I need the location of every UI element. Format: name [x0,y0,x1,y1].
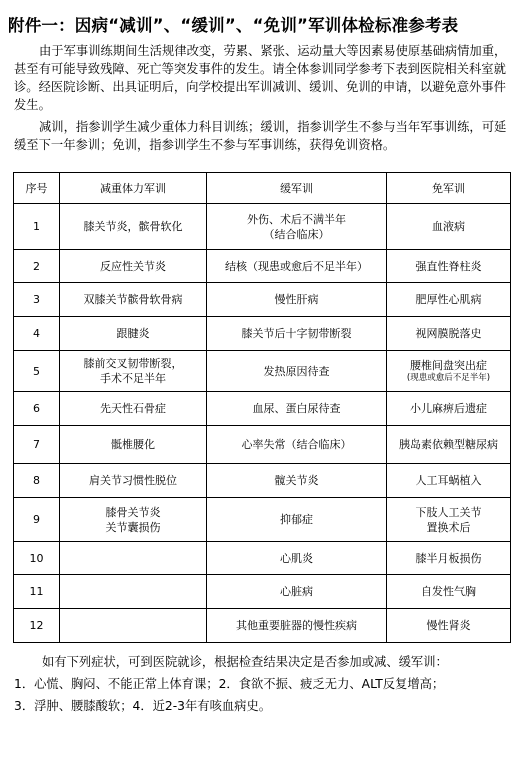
cell-exempt-training-text: 强直性脊柱炎 [415,259,482,273]
cell-exempt-training-text: 小儿麻痹后遗症 [410,402,487,415]
table-row [14,317,511,351]
footer-symptoms-line-1: 1．心慌、胸闷、不能正常上体育课；2．食欲不振、疲乏无力、ALT反复增高； [14,677,445,691]
cell-exempt-training [387,392,511,426]
table-row [14,498,511,542]
cell-exempt-training [387,283,511,317]
table-row [14,426,511,464]
cell-defer-training-text: 心肌炎 [280,551,313,565]
cell-reduce-training [60,351,207,392]
definitions-paragraph [14,118,510,154]
cell-exempt-training-text: 肥厚性心肌病 [415,293,482,306]
row-number: 8 [14,464,60,498]
cell-exempt-training-text: 置换术后 [426,520,471,534]
cell-reduce-training [60,426,207,464]
cell-reduce-training-text: 手术不足半年 [100,372,166,385]
document-title: 附件一：因病“减训”、“缓训”、“免训”军训体检标准参考表 [8,16,459,35]
cell-exempt-training [387,575,511,609]
cell-defer-training-text: 慢性肝病 [274,293,319,306]
cell-reduce-training-text: 关节囊损伤 [105,520,161,534]
row-number: 11 [14,575,60,609]
table-row [14,609,511,643]
cell-exempt-training-text: 人工耳蜗植入 [415,474,482,487]
cell-exempt-training-text: 胰岛素依赖型糖尿病 [399,438,498,451]
row-number: 4 [14,317,60,351]
row-number: 9 [14,498,60,542]
cell-defer-training [207,392,387,426]
cell-defer-training [207,426,387,464]
header-exempt-training: 免军训 [387,173,511,204]
cell-exempt-training-text: 慢性肾炎 [426,619,471,632]
cell-defer-training [207,317,387,351]
cell-exempt-training [387,250,511,283]
cell-exempt-training [387,609,511,643]
cell-defer-training [207,204,387,250]
intro-paragraph [14,42,510,114]
cell-exempt-training [387,426,511,464]
row-number: 5 [14,351,60,392]
header-reduce-training: 减重体力军训 [60,173,207,204]
cell-defer-training [207,609,387,643]
table-row [14,351,511,392]
cell-exempt-training [387,498,511,542]
cell-defer-training [207,283,387,317]
row-number: 2 [14,250,60,283]
cell-reduce-training [60,283,207,317]
row-number: 3 [14,283,60,317]
row-number: 1 [14,204,60,250]
cell-reduce-training [60,392,207,426]
table-row [14,575,511,609]
cell-exempt-training-text: 血液病 [432,220,465,233]
cell-exempt-training-text: 腰椎间盘突出症 [410,359,487,372]
table-row [14,464,511,498]
cell-exempt-training-text: 膝半月板损伤 [415,551,482,565]
cell-defer-training-text: 结核（现患或愈后不足半年） [225,259,368,273]
cell-reduce-training-text: 膝前交叉韧带断裂， [83,357,183,370]
cell-reduce-training [60,609,207,643]
cell-reduce-training [60,317,207,351]
cell-defer-training [207,498,387,542]
row-number: 6 [14,392,60,426]
cell-defer-training-text: 外伤、术后不满半年 [247,212,346,226]
cell-reduce-training-text: 膝骨关节炎 [105,505,161,519]
cell-reduce-training [60,204,207,250]
intro-text: 由于军事训练期间生活规律改变，劳累、紧张、运动量大等因素易使原基础病情加重，甚至有可能导致残障、死亡等突发事件的发生。请全体参训同学参考下表到医院相关科室就诊。经医院诊断、出具证明后，向学校提出军训减训、缓训、免训的申请，以避免意外事件发生。 [14,44,507,112]
cell-reduce-training-text: 反应性关节炎 [100,259,166,273]
cell-reduce-training-text: 跟腱炎 [116,327,150,340]
cell-defer-training [207,575,387,609]
cell-defer-training [207,542,387,575]
standards-table [13,172,511,643]
cell-defer-training-text: 发热原因待查 [263,364,330,378]
cell-reduce-training-text: 先天性石骨症 [100,402,166,415]
cell-defer-training [207,250,387,283]
cell-exempt-training [387,464,511,498]
table-row [14,250,511,283]
cell-defer-training [207,351,387,392]
table-row [14,542,511,575]
cell-reduce-training-text: 膝关节炎，髌骨软化 [83,220,183,233]
cell-reduce-training [60,464,207,498]
cell-defer-training-text: 髋关节炎 [274,474,319,487]
row-number: 12 [14,609,60,643]
table-header-row [14,173,511,204]
definitions-text: 减训，指参训学生减少重体力科目训练；缓训，指参训学生不参与当年军事训练，可延缓至下一年参训；免训，指参训学生不参与军事训练，获得免训资格。 [14,120,507,152]
footer-lead: 如有下列症状，可到医院就诊，根据检查结果决定是否参加或减、缓军训： [42,655,448,669]
cell-defer-training-text: 心脏病 [280,585,313,598]
cell-defer-training-text: 其他重要脏器的慢性疾病 [236,619,357,632]
cell-reduce-training [60,250,207,283]
cell-reduce-training-text: 双膝关节髌骨软骨病 [83,293,183,306]
table-row [14,392,511,426]
table-row [14,283,511,317]
cell-exempt-training [387,204,511,250]
cell-reduce-training-text: 骶椎腰化 [111,438,155,451]
cell-exempt-training [387,317,511,351]
table-row [14,204,511,250]
cell-reduce-training [60,542,207,575]
cell-defer-training-text: 抑郁症 [280,513,313,526]
cell-exempt-training [387,351,511,392]
cell-defer-training [207,464,387,498]
cell-exempt-training-text: 自发性气胸 [421,585,476,598]
cell-defer-training-text: 心率失常（结合临床） [241,438,352,451]
table-body [14,204,511,643]
cell-reduce-training [60,575,207,609]
cell-exempt-training-text: 视网膜脱落史 [415,327,482,340]
cell-reduce-training-text: 肩关节习惯性脱位 [89,474,177,487]
cell-exempt-training-text: 下肢人工关节 [415,505,482,519]
row-number: 7 [14,426,60,464]
cell-defer-training-text: 膝关节后十字韧带断裂 [241,327,352,340]
cell-defer-training-text: 血尿、蛋白尿待查 [252,402,341,415]
header-number: 序号 [14,173,60,204]
exempt-note: (现患或愈后不足半年) [406,373,491,383]
cell-reduce-training [60,498,207,542]
row-number: 10 [14,542,60,575]
header-defer-training: 缓军训 [207,173,387,204]
cell-defer-training-text: （结合临床） [263,227,330,241]
footer-symptoms-line-2: 3．浮肿、腰膝酸软；4．近2-3年有咳血病史。 [14,699,272,713]
cell-exempt-training [387,542,511,575]
